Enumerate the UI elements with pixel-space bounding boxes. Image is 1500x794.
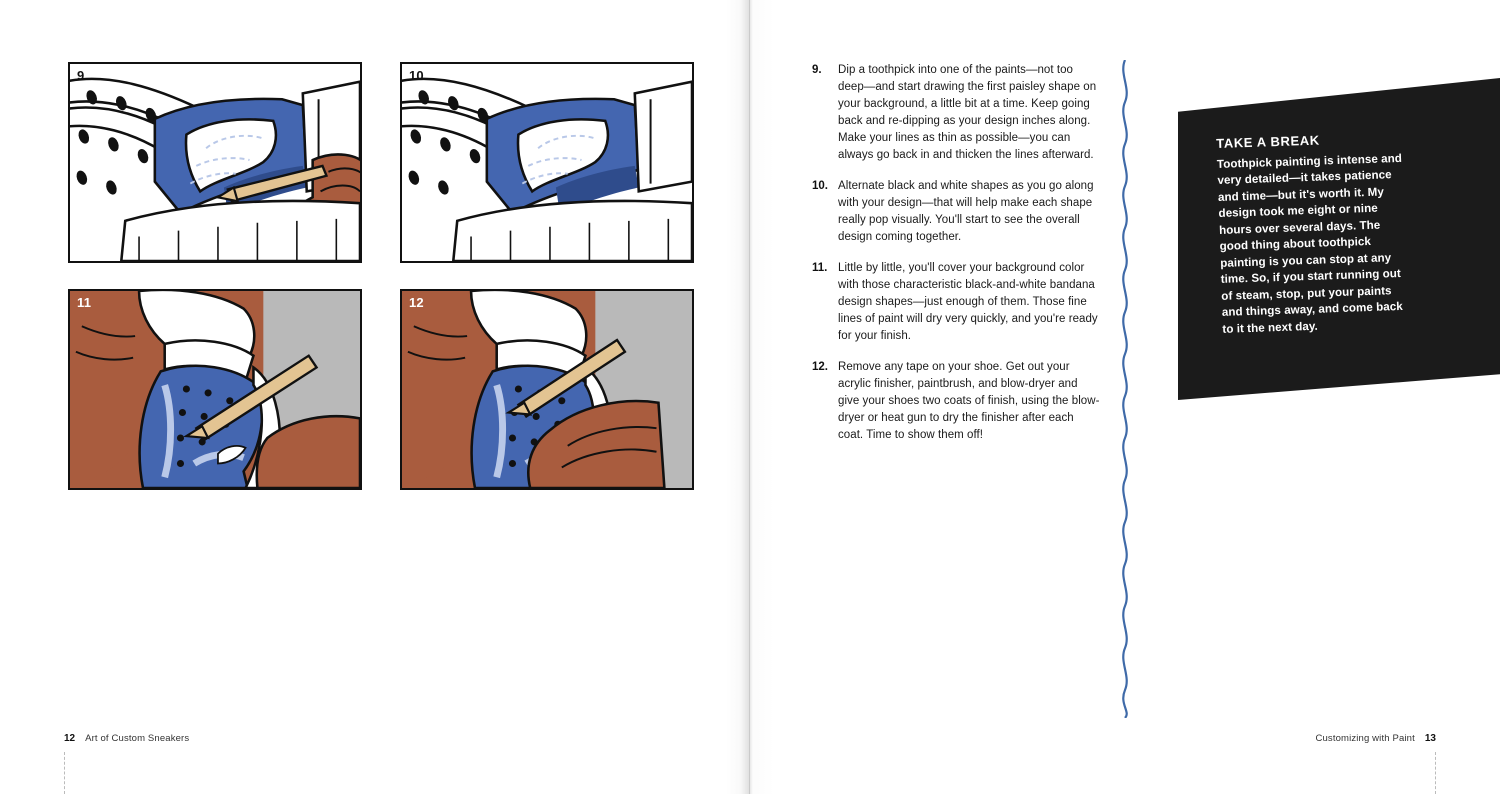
page-number-left: 12: [64, 733, 76, 744]
figure-panel-10: [400, 62, 694, 263]
take-a-break-callout: [1178, 78, 1500, 400]
figure-illustration-12: [402, 291, 692, 488]
list-item: [812, 62, 1102, 164]
step-number: 12.: [812, 361, 828, 374]
running-head-left: Art of Custom Sneakers: [85, 733, 190, 744]
callout-body: Toothpick painting is intense and very detailed—it takes patience and time—but it's worth it. My design took me eight or nine hours over several days. The good thing about toothpick painting is you can stop at any time. So, if you start running out of steam, stop, put your paints and things away, and come back to it the next day.: [1216, 151, 1404, 336]
step-text: Alternate black and white shapes as you go along with your design—that will help make each shape really pop visually. You'll start to see the overall design coming together.: [838, 180, 1094, 244]
step-number: 10.: [812, 180, 828, 193]
list-item: [812, 178, 1102, 246]
running-head-right: Customizing with Paint: [1315, 733, 1415, 744]
figure-illustration-9: [70, 64, 360, 261]
step-text: Remove any tape on your shoe. Get out your acrylic finisher, paintbrush, and blow-dryer and give your shoes two coats of finish, using the blow-dryer or heat gun to dry the finisher after each coat. Time to show them off!: [838, 361, 1100, 442]
step-text: Dip a toothpick into one of the paints—not too deep—and start drawing the first paisley shape on your background, a little bit at a time. Keep going back and re-dipping as your design inches along. Make your lines as thin as possible—you can always go back in and thicken the lines afterward.: [838, 64, 1097, 162]
wavy-divider: [1118, 60, 1132, 718]
callout-title: TAKE A BREAK: [1216, 132, 1320, 151]
figure-illustration-11: [70, 291, 360, 488]
figure-number: 9: [77, 68, 85, 83]
footer-left: [64, 733, 189, 744]
step-number: 11.: [812, 262, 828, 275]
figure-illustration-10: [402, 64, 692, 261]
step-number: 9.: [812, 64, 822, 76]
figure-number: 12: [409, 295, 424, 310]
step-text: Little by little, you'll cover your background color with those characteristic black-and-white bandana design shapes—just enough of them. Those fine lines of paint will dry very quickly, and you're ready for your finish.: [838, 262, 1098, 343]
figure-panel-12: [400, 289, 694, 490]
figure-panel-11: [68, 289, 362, 490]
callout-content: [1216, 130, 1413, 338]
instruction-list: [812, 62, 1102, 458]
crop-mark-left: [64, 752, 65, 794]
list-item: [812, 260, 1102, 345]
page-number-right: 13: [1424, 733, 1436, 744]
crop-mark-right: [1435, 752, 1436, 794]
footer-right: [1315, 733, 1436, 744]
figure-number: 11: [77, 295, 92, 310]
figure-number: 10: [409, 68, 424, 83]
figure-panel-9: [68, 62, 362, 263]
list-item: [812, 359, 1102, 444]
figure-grid: [68, 62, 694, 490]
